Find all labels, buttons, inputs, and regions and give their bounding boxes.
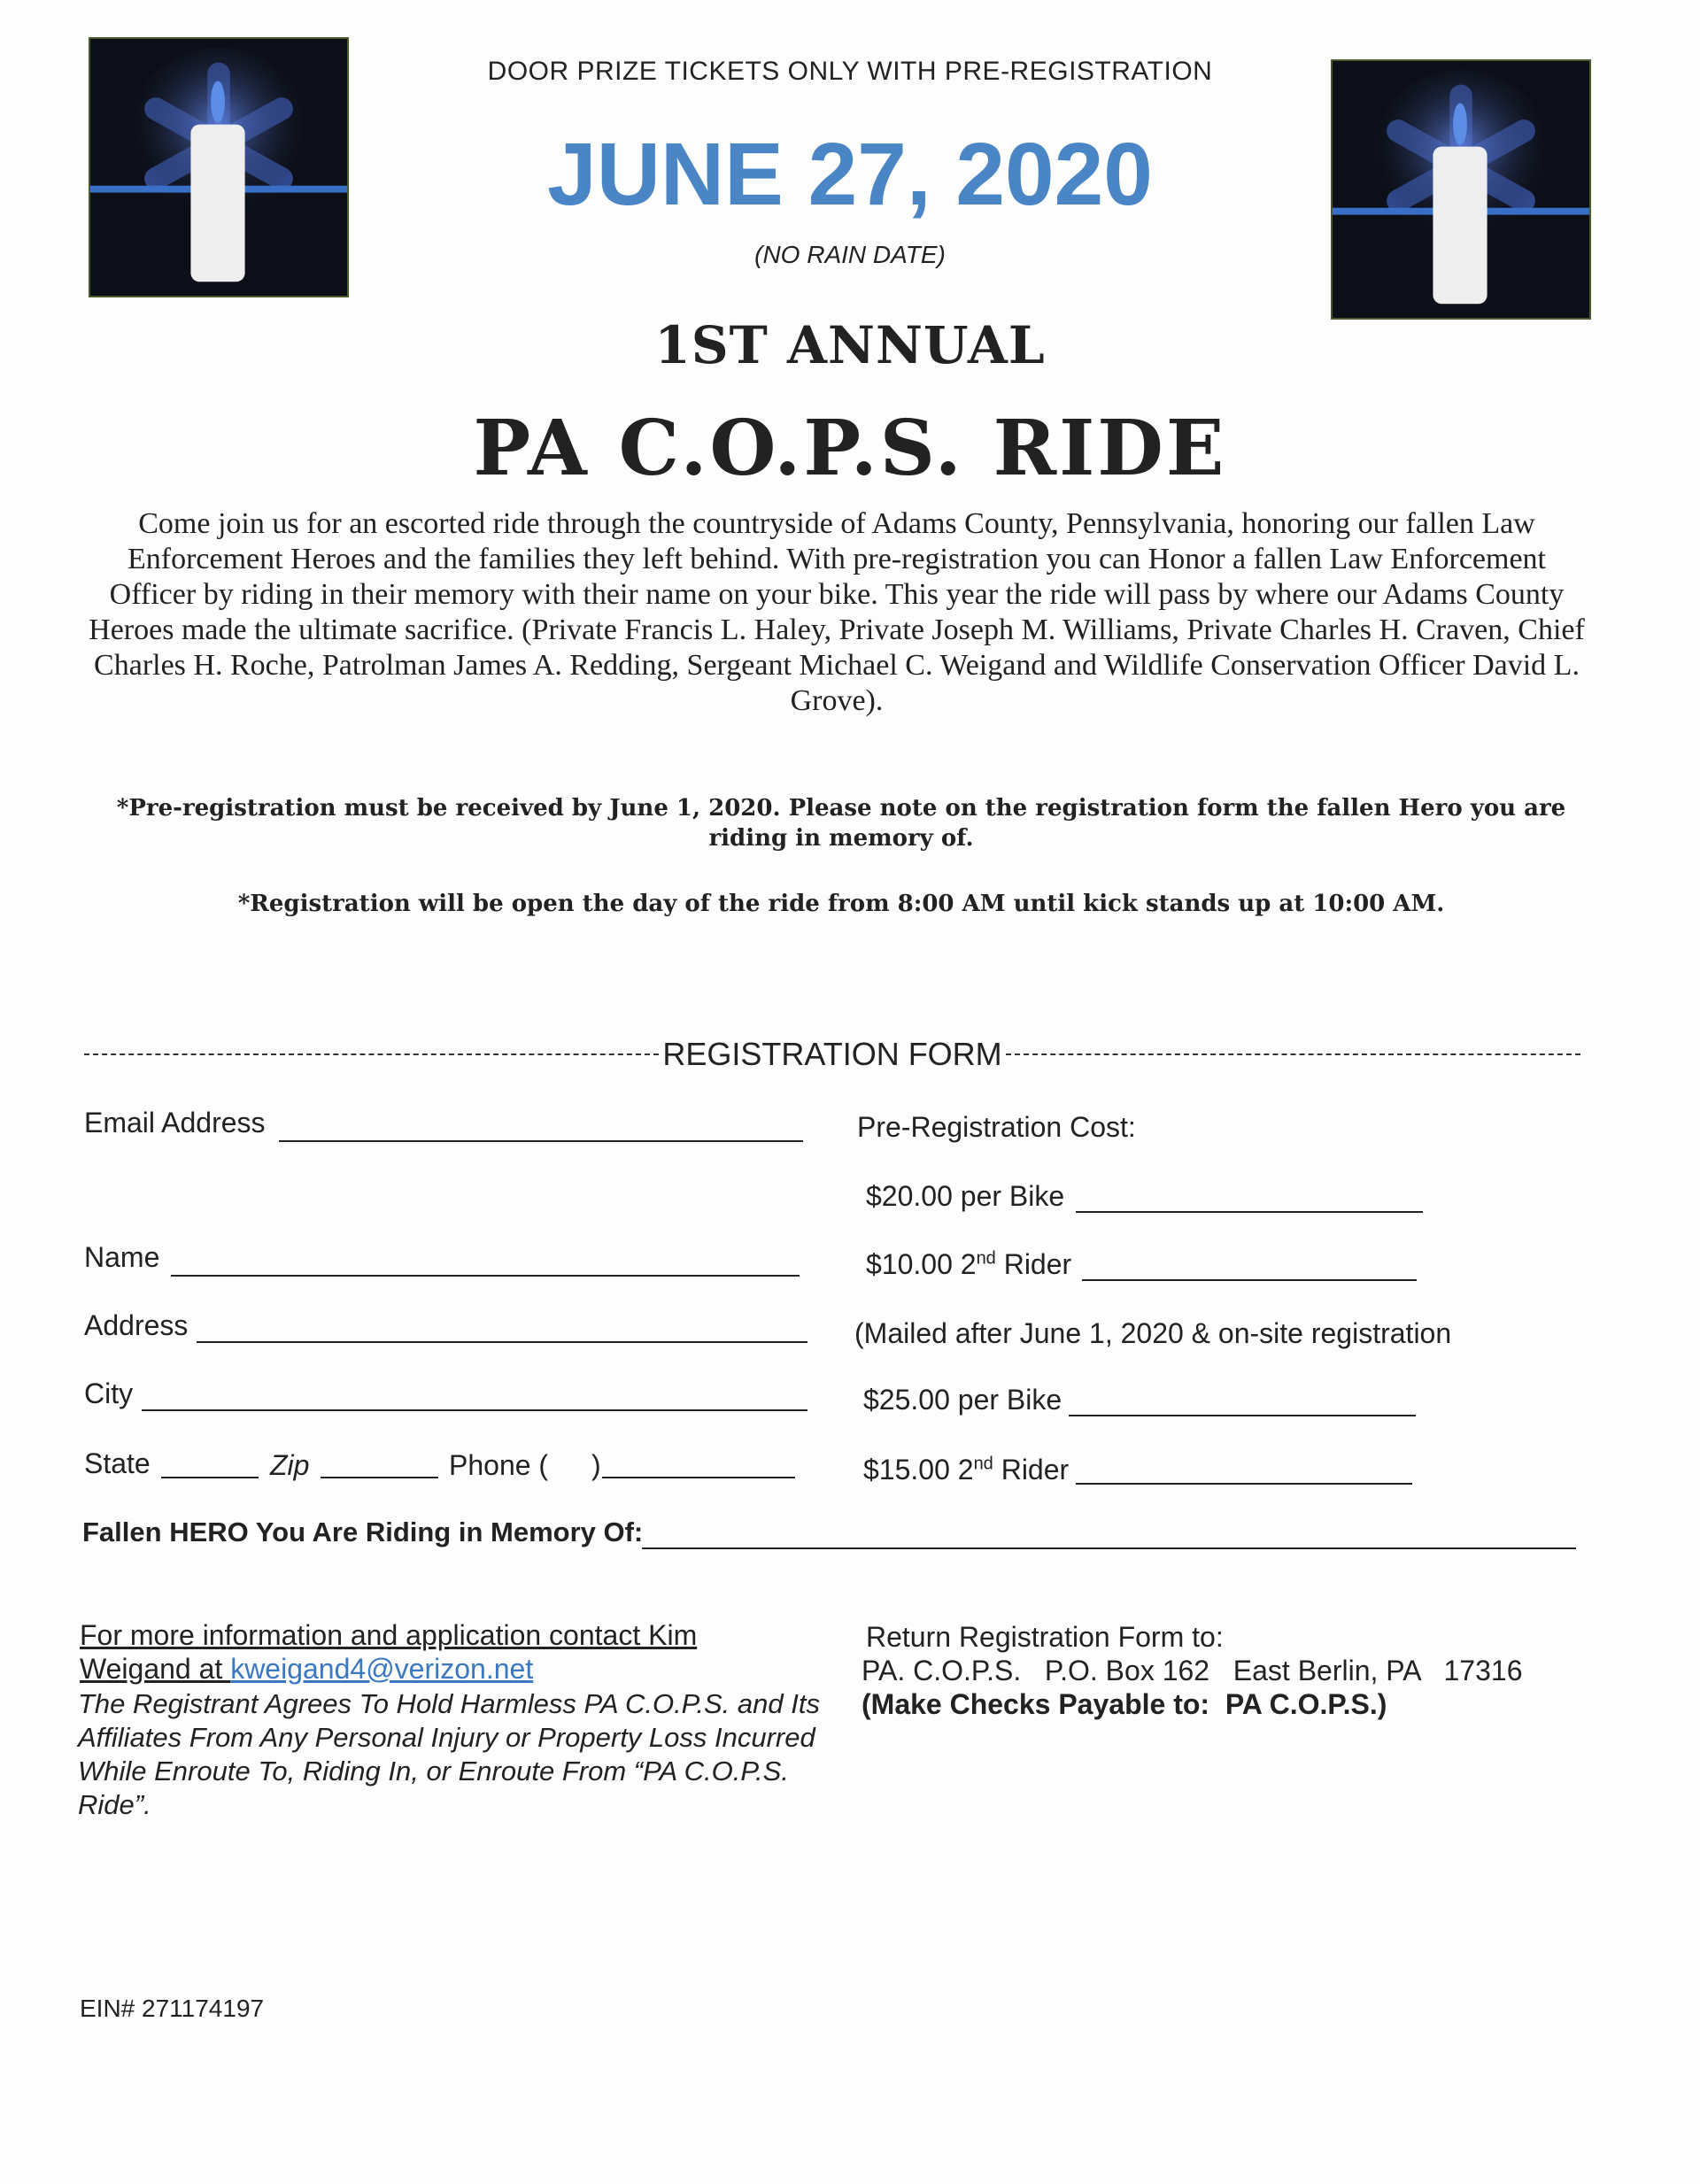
cost-title: Pre-Registration Cost: <box>857 1111 1136 1143</box>
ein-number: EIN# 271174197 <box>80 1995 265 2022</box>
mailed-note: (Mailed after June 1, 2020 & on-site registration <box>854 1317 1452 1349</box>
name-field[interactable] <box>171 1275 800 1277</box>
state-field[interactable] <box>161 1477 259 1478</box>
return-title: Return Registration Form to: <box>866 1621 1224 1653</box>
intro-paragraph: Come join us for an escorted ride through the countryside of Adams County, Pennsylvania, honoring our fallen Law Enforcement Heroes and the families they left behind. With pre-registration you can Honor a fallen Law Enforcement Officer by riding in their memory with their name on your bike. This year the ride will pass by where our Adams County Heroes made the ultimate sacrifice. (Private Francis L. Haley, Private Joseph M. Williams, Private Charles H. Craven, Chief Charles H. Roche, Patrolman James A. Redding, Sergeant Michael C. Weigand and Wildlife Conservation Officer David L. Grove). <box>89 507 1585 717</box>
registration-form-heading <box>84 1036 1580 1073</box>
contact-info <box>80 1618 850 1686</box>
email-label: Email Address <box>84 1107 266 1138</box>
zip-field[interactable] <box>321 1477 438 1478</box>
liability-disclaimer: The Registrant Agrees To Hold Harmless PA C.O.P.S. and Its Affiliates From Any Personal Injury or Property Loss Incurred While Enroute To, Riding In, or Enroute From “PA C.O.P.S. Ride”. <box>78 1688 820 1820</box>
email-field[interactable] <box>279 1140 803 1142</box>
bike-late-label: $25.00 per Bike <box>863 1384 1062 1416</box>
checks-payable: (Make Checks Payable to: PA C.O.P.S.) <box>862 1688 1387 1720</box>
heading-dash-left <box>84 1053 659 1055</box>
contact-email-link[interactable]: kweigand4@verizon.net <box>230 1653 534 1685</box>
rider-pre-field[interactable] <box>1082 1279 1417 1281</box>
rider-late-field[interactable] <box>1076 1483 1412 1485</box>
pre-registration-notice: *Pre-registration must be received by June 1, 2020. Please note on the registration form the fallen Hero you are riding in memory of. <box>116 795 1566 852</box>
event-date: JUNE 27, 2020 <box>547 125 1153 224</box>
page-title: PA C.O.P.S. RIDE <box>473 404 1227 493</box>
heading-dash-right <box>1006 1053 1580 1055</box>
rider-pre-label: $10.00 2nd Rider <box>866 1248 1072 1280</box>
bike-pre-label: $20.00 per Bike <box>866 1180 1065 1212</box>
registration-form-title: REGISTRATION FORM <box>662 1036 1002 1072</box>
name-label: Name <box>84 1241 160 1273</box>
address-label: Address <box>84 1309 189 1341</box>
rider-late-label: $15.00 2nd Rider <box>863 1454 1070 1486</box>
phone-label: Phone ( <box>449 1449 549 1481</box>
fallen-hero-field[interactable] <box>642 1547 1576 1549</box>
day-of-registration-notice: *Registration will be open the day of the ride from 8:00 AM until kick stands up at 10:00 AM. <box>237 891 1445 917</box>
annual-label: 1ST ANNUAL <box>654 315 1046 375</box>
phone-area-close: ) <box>591 1449 601 1481</box>
rain-date-note: (NO RAIN DATE) <box>754 241 946 268</box>
city-field[interactable] <box>142 1409 808 1411</box>
bike-pre-field[interactable] <box>1076 1211 1423 1213</box>
city-label: City <box>84 1378 134 1409</box>
address-field[interactable] <box>197 1341 808 1343</box>
phone-field[interactable] <box>602 1477 795 1478</box>
door-prize-note: DOOR PRIZE TICKETS ONLY WITH PRE-REGISTRATION <box>487 57 1213 86</box>
state-label: State <box>84 1447 151 1479</box>
contact-line: For more information and application contact Kim <box>80 1619 698 1651</box>
fallen-hero-label: Fallen HERO You Are Riding in Memory Of: <box>82 1516 644 1547</box>
contact-line-2: Weigand at kweigand4@verizon.net <box>80 1653 534 1685</box>
zip-label: Zip <box>270 1449 310 1481</box>
bike-late-field[interactable] <box>1069 1415 1416 1416</box>
return-address-line: PA. C.O.P.S. P.O. Box 162 East Berlin, PA 17316 <box>862 1655 1523 1686</box>
return-address <box>862 1620 1523 1721</box>
